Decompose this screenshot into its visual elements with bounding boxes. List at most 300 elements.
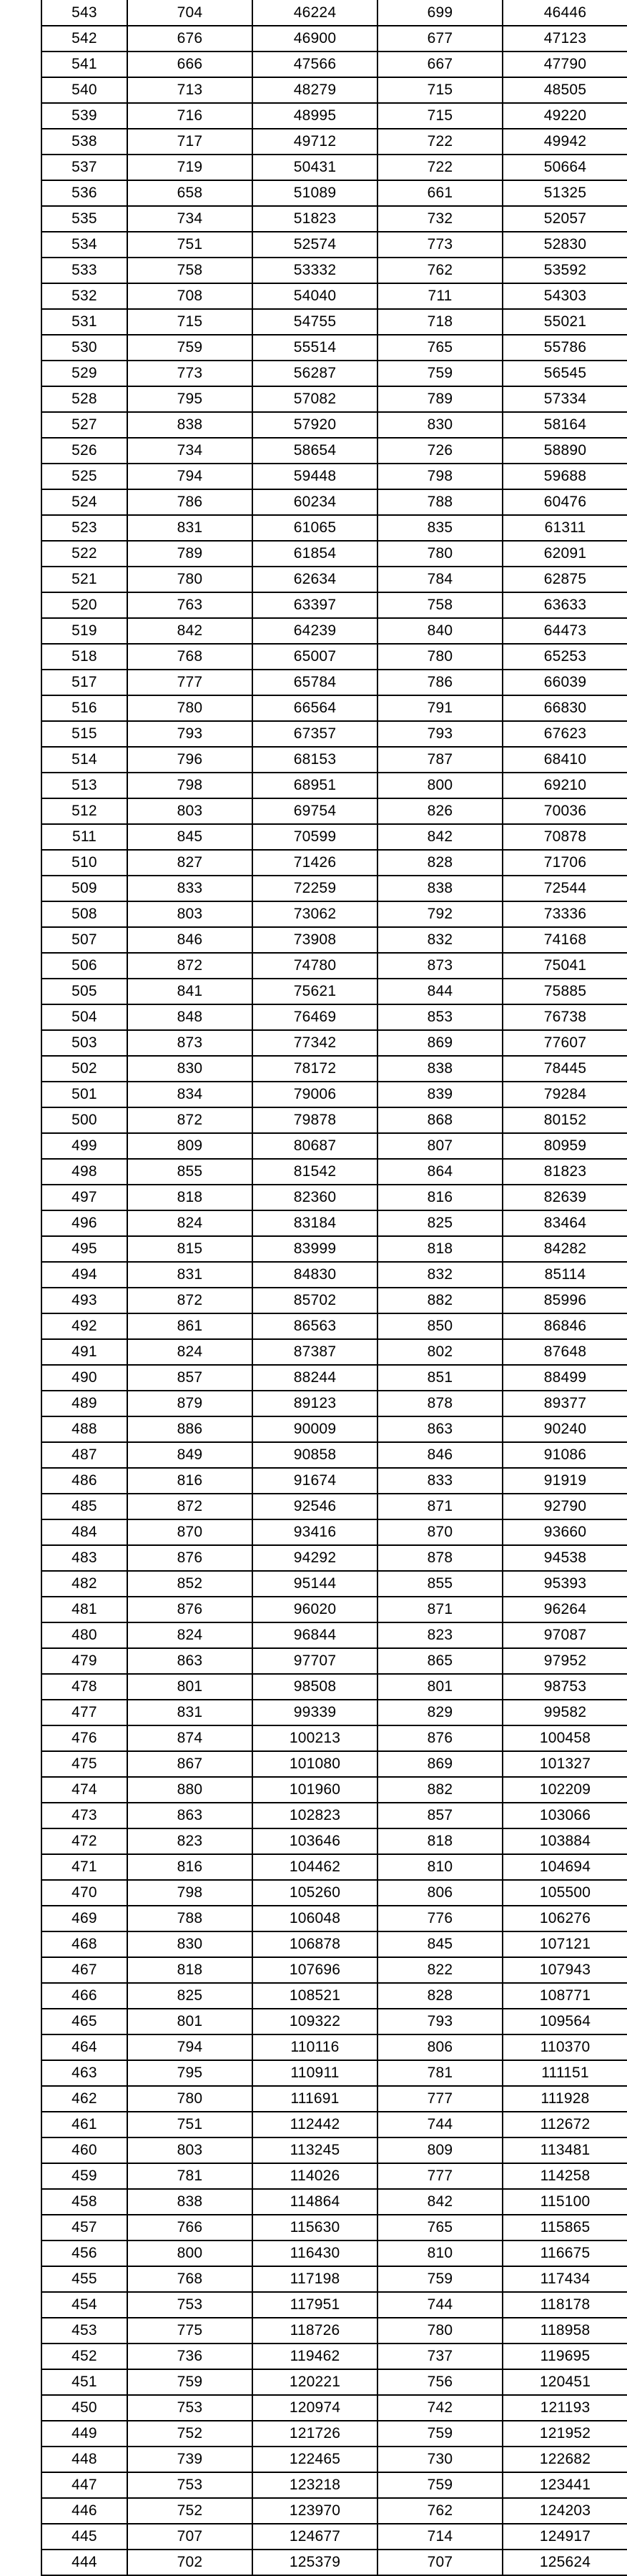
table-cell: 97707	[252, 1648, 377, 1674]
table-cell: 759	[377, 361, 503, 386]
table-row	[0, 824, 627, 850]
table-cell: 517	[41, 670, 127, 695]
table-cell: 83184	[252, 1210, 377, 1236]
table-cell: 806	[377, 1880, 503, 1906]
row-gutter	[0, 283, 41, 309]
table-cell: 476	[41, 1725, 127, 1751]
table-cell: 493	[41, 1288, 127, 1313]
row-gutter	[0, 979, 41, 1004]
row-gutter	[0, 2447, 41, 2472]
table-cell: 104694	[503, 1854, 627, 1880]
table-row	[0, 206, 627, 232]
table-cell: 107696	[252, 1957, 377, 1983]
table-cell: 61854	[252, 541, 377, 567]
table-row	[0, 1262, 627, 1288]
row-gutter	[0, 567, 41, 592]
table-cell: 459	[41, 2163, 127, 2189]
table-row	[0, 1236, 627, 1262]
table-cell: 737	[377, 2344, 503, 2369]
table-cell: 49712	[252, 129, 377, 155]
row-gutter	[0, 1468, 41, 1494]
table-cell: 110911	[252, 2060, 377, 2086]
table-cell: 794	[127, 464, 252, 489]
table-cell: 86563	[252, 1313, 377, 1339]
table-cell: 91919	[503, 1468, 627, 1494]
table-row	[0, 2034, 627, 2060]
table-row	[0, 52, 627, 77]
table-row	[0, 1571, 627, 1597]
table-cell: 114864	[252, 2189, 377, 2215]
table-cell: 57334	[503, 386, 627, 412]
row-gutter	[0, 2215, 41, 2240]
table-cell: 101960	[252, 1777, 377, 1803]
table-row	[0, 309, 627, 335]
table-cell: 818	[127, 1185, 252, 1210]
table-cell: 838	[127, 2189, 252, 2215]
table-cell: 711	[377, 283, 503, 309]
table-cell: 528	[41, 386, 127, 412]
table-cell: 824	[127, 1210, 252, 1236]
row-gutter	[0, 335, 41, 361]
table-cell: 880	[127, 1777, 252, 1803]
row-gutter	[0, 2524, 41, 2550]
table-cell: 475	[41, 1751, 127, 1777]
row-gutter	[0, 1288, 41, 1313]
table-cell: 103646	[252, 1828, 377, 1854]
table-cell: 529	[41, 361, 127, 386]
table-cell: 108521	[252, 1983, 377, 2009]
table-cell: 838	[377, 876, 503, 901]
table-cell: 492	[41, 1313, 127, 1339]
table-cell: 502	[41, 1056, 127, 1082]
table-cell: 726	[377, 438, 503, 464]
table-cell: 800	[377, 773, 503, 798]
row-gutter	[0, 232, 41, 258]
table-cell: 800	[127, 2240, 252, 2266]
table-cell: 816	[127, 1854, 252, 1880]
table-cell: 503	[41, 1030, 127, 1056]
table-cell: 83999	[252, 1236, 377, 1262]
table-row	[0, 850, 627, 876]
row-gutter	[0, 1082, 41, 1107]
table-cell: 64473	[503, 618, 627, 644]
table-cell: 113245	[252, 2137, 377, 2163]
table-cell: 739	[127, 2447, 252, 2472]
table-cell: 867	[127, 1751, 252, 1777]
table-cell: 823	[377, 1622, 503, 1648]
table-row	[0, 2009, 627, 2034]
table-cell: 469	[41, 1906, 127, 1931]
table-cell: 810	[377, 2240, 503, 2266]
table-cell: 458	[41, 2189, 127, 2215]
table-cell: 788	[377, 489, 503, 515]
table-cell: 835	[377, 515, 503, 541]
table-cell: 87648	[503, 1339, 627, 1365]
table-row	[0, 180, 627, 206]
table-cell: 788	[127, 1906, 252, 1931]
table-cell: 80959	[503, 1133, 627, 1159]
table-row	[0, 103, 627, 129]
table-row	[0, 283, 627, 309]
table-cell: 873	[127, 1030, 252, 1056]
table-row	[0, 2292, 627, 2318]
table-cell: 876	[127, 1545, 252, 1571]
table-cell: 801	[127, 1674, 252, 1700]
table-cell: 486	[41, 1468, 127, 1494]
table-cell: 50431	[252, 155, 377, 180]
table-cell: 51325	[503, 180, 627, 206]
table-row	[0, 258, 627, 283]
table-cell: 64239	[252, 618, 377, 644]
table-cell: 75621	[252, 979, 377, 1004]
table-cell: 46446	[503, 0, 627, 26]
table-row	[0, 2498, 627, 2524]
table-cell: 93416	[252, 1519, 377, 1545]
row-gutter	[0, 644, 41, 670]
table-cell: 803	[127, 798, 252, 824]
table-cell: 490	[41, 1365, 127, 1391]
table-cell: 719	[127, 155, 252, 180]
table-row	[0, 232, 627, 258]
table-cell: 763	[127, 592, 252, 618]
table-cell: 107121	[503, 1931, 627, 1957]
table-cell: 878	[377, 1391, 503, 1416]
table-cell: 781	[127, 2163, 252, 2189]
table-cell: 825	[127, 1983, 252, 2009]
table-cell: 794	[127, 2034, 252, 2060]
table-row	[0, 1957, 627, 1983]
table-cell: 56287	[252, 361, 377, 386]
table-cell: 504	[41, 1004, 127, 1030]
table-cell: 791	[377, 695, 503, 721]
table-cell: 879	[127, 1391, 252, 1416]
table-row	[0, 798, 627, 824]
row-gutter	[0, 2318, 41, 2344]
table-cell: 758	[377, 592, 503, 618]
row-gutter	[0, 2112, 41, 2137]
table-row	[0, 1803, 627, 1828]
table-cell: 744	[377, 2292, 503, 2318]
table-cell: 505	[41, 979, 127, 1004]
table-cell: 525	[41, 464, 127, 489]
table-cell: 93660	[503, 1519, 627, 1545]
table-cell: 450	[41, 2395, 127, 2421]
table-cell: 47123	[503, 26, 627, 52]
row-gutter	[0, 2189, 41, 2215]
table-cell: 65007	[252, 644, 377, 670]
table-cell: 840	[377, 618, 503, 644]
table-cell: 444	[41, 2550, 127, 2575]
table-cell: 868	[377, 1107, 503, 1133]
table-cell: 781	[377, 2060, 503, 2086]
table-cell: 507	[41, 927, 127, 953]
table-row	[0, 2215, 627, 2240]
table-cell: 531	[41, 309, 127, 335]
table-cell: 773	[127, 361, 252, 386]
row-gutter	[0, 1133, 41, 1159]
table-cell: 834	[127, 1082, 252, 1107]
table-cell: 676	[127, 26, 252, 52]
table-row	[0, 1004, 627, 1030]
table-cell: 123441	[503, 2472, 627, 2498]
table-cell: 468	[41, 1931, 127, 1957]
table-cell: 90240	[503, 1416, 627, 1442]
table-row	[0, 567, 627, 592]
table-row	[0, 876, 627, 901]
table-cell: 122465	[252, 2447, 377, 2472]
row-gutter	[0, 1803, 41, 1828]
table-cell: 455	[41, 2266, 127, 2292]
table-row	[0, 2318, 627, 2344]
row-gutter	[0, 1828, 41, 1854]
table-cell: 89377	[503, 1391, 627, 1416]
row-gutter	[0, 464, 41, 489]
table-cell: 49942	[503, 129, 627, 155]
table-cell: 49220	[503, 103, 627, 129]
row-gutter	[0, 1365, 41, 1391]
table-cell: 70878	[503, 824, 627, 850]
table-cell: 518	[41, 644, 127, 670]
table-row	[0, 1288, 627, 1313]
table-cell: 124677	[252, 2524, 377, 2550]
table-cell: 87387	[252, 1339, 377, 1365]
table-cell: 103066	[503, 1803, 627, 1828]
row-gutter	[0, 1880, 41, 1906]
table-cell: 716	[127, 103, 252, 129]
table-cell: 110116	[252, 2034, 377, 2060]
table-cell: 718	[377, 309, 503, 335]
table-cell: 73908	[252, 927, 377, 953]
row-gutter	[0, 1339, 41, 1365]
table-row	[0, 953, 627, 979]
table-cell: 460	[41, 2137, 127, 2163]
table-cell: 111151	[503, 2060, 627, 2086]
table-cell: 124917	[503, 2524, 627, 2550]
row-gutter	[0, 1056, 41, 1082]
table-cell: 74780	[252, 953, 377, 979]
table-row	[0, 2060, 627, 2086]
table-row	[0, 26, 627, 52]
table-cell: 100213	[252, 1725, 377, 1751]
table-cell: 759	[377, 2421, 503, 2447]
table-cell: 106048	[252, 1906, 377, 1931]
table-cell: 768	[127, 644, 252, 670]
table-cell: 828	[377, 850, 503, 876]
table-cell: 120974	[252, 2395, 377, 2421]
table-cell: 543	[41, 0, 127, 26]
table-cell: 874	[127, 1725, 252, 1751]
row-gutter	[0, 1442, 41, 1468]
table-cell: 62091	[503, 541, 627, 567]
table-row	[0, 1494, 627, 1519]
row-gutter	[0, 52, 41, 77]
table-cell: 830	[127, 1931, 252, 1957]
table-cell: 60234	[252, 489, 377, 515]
table-row	[0, 464, 627, 489]
row-gutter	[0, 258, 41, 283]
table-cell: 871	[377, 1597, 503, 1622]
table-cell: 63397	[252, 592, 377, 618]
table-row	[0, 2395, 627, 2421]
table-cell: 66830	[503, 695, 627, 721]
table-cell: 846	[377, 1442, 503, 1468]
table-cell: 715	[127, 309, 252, 335]
row-gutter	[0, 361, 41, 386]
table-cell: 713	[127, 77, 252, 103]
row-gutter	[0, 1725, 41, 1751]
table-cell: 506	[41, 953, 127, 979]
table-cell: 773	[377, 232, 503, 258]
table-cell: 722	[377, 155, 503, 180]
table-cell: 715	[377, 103, 503, 129]
row-gutter	[0, 824, 41, 850]
table-cell: 123970	[252, 2498, 377, 2524]
table-cell: 65253	[503, 644, 627, 670]
table-cell: 839	[377, 1082, 503, 1107]
table-cell: 115865	[503, 2215, 627, 2240]
table-row	[0, 1391, 627, 1416]
table-row	[0, 1159, 627, 1185]
table-row	[0, 515, 627, 541]
table-cell: 95144	[252, 1571, 377, 1597]
table-cell: 786	[127, 489, 252, 515]
table-cell: 472	[41, 1828, 127, 1854]
table-cell: 777	[377, 2086, 503, 2112]
table-cell: 762	[377, 258, 503, 283]
table-cell: 452	[41, 2344, 127, 2369]
table-cell: 114258	[503, 2163, 627, 2189]
table-row	[0, 592, 627, 618]
table-cell: 111928	[503, 2086, 627, 2112]
row-gutter	[0, 26, 41, 52]
table-cell: 541	[41, 52, 127, 77]
table-cell: 882	[377, 1288, 503, 1313]
table-cell: 824	[127, 1622, 252, 1648]
table-cell: 865	[377, 1648, 503, 1674]
table-cell: 68153	[252, 747, 377, 773]
table-cell: 88499	[503, 1365, 627, 1391]
row-gutter	[0, 1262, 41, 1288]
table-cell: 784	[377, 567, 503, 592]
table-cell: 702	[127, 2550, 252, 2575]
table-cell: 838	[127, 412, 252, 438]
table-cell: 85114	[503, 1262, 627, 1288]
table-row	[0, 1931, 627, 1957]
row-gutter	[0, 489, 41, 515]
row-gutter	[0, 1648, 41, 1674]
table-row	[0, 1725, 627, 1751]
row-gutter	[0, 1622, 41, 1648]
row-gutter	[0, 1391, 41, 1416]
table-row	[0, 2086, 627, 2112]
row-gutter	[0, 2086, 41, 2112]
table-cell: 481	[41, 1597, 127, 1622]
table-cell: 818	[377, 1236, 503, 1262]
table-cell: 66039	[503, 670, 627, 695]
table-cell: 80152	[503, 1107, 627, 1133]
table-cell: 116675	[503, 2240, 627, 2266]
table-cell: 92546	[252, 1494, 377, 1519]
row-gutter	[0, 77, 41, 103]
table-row	[0, 1185, 627, 1210]
table-cell: 119695	[503, 2344, 627, 2369]
table-cell: 789	[127, 541, 252, 567]
table-cell: 715	[377, 77, 503, 103]
row-gutter	[0, 2163, 41, 2189]
table-cell: 109322	[252, 2009, 377, 2034]
table-cell: 872	[127, 953, 252, 979]
row-gutter	[0, 901, 41, 927]
table-row	[0, 1468, 627, 1494]
table-cell: 527	[41, 412, 127, 438]
table-cell: 809	[377, 2137, 503, 2163]
table-cell: 451	[41, 2369, 127, 2395]
table-cell: 453	[41, 2318, 127, 2344]
table-row	[0, 412, 627, 438]
table-cell: 707	[127, 2524, 252, 2550]
table-cell: 666	[127, 52, 252, 77]
row-gutter	[0, 695, 41, 721]
table-cell: 82360	[252, 1185, 377, 1210]
row-gutter	[0, 1931, 41, 1957]
table-cell: 446	[41, 2498, 127, 2524]
table-cell: 89123	[252, 1391, 377, 1416]
row-gutter	[0, 155, 41, 180]
row-gutter	[0, 1107, 41, 1133]
table-cell: 482	[41, 1571, 127, 1597]
table-cell: 480	[41, 1622, 127, 1648]
table-cell: 732	[377, 206, 503, 232]
table-cell: 55021	[503, 309, 627, 335]
table-cell: 752	[127, 2421, 252, 2447]
table-cell: 766	[127, 2215, 252, 2240]
table-cell: 514	[41, 747, 127, 773]
table-row	[0, 0, 627, 26]
table-cell: 98508	[252, 1674, 377, 1700]
table-row	[0, 2189, 627, 2215]
table-cell: 72544	[503, 876, 627, 901]
table-cell: 48279	[252, 77, 377, 103]
table-cell: 795	[127, 386, 252, 412]
table-cell: 765	[377, 335, 503, 361]
table-row	[0, 2112, 627, 2137]
table-cell: 466	[41, 1983, 127, 2009]
table-cell: 478	[41, 1674, 127, 1700]
table-cell: 832	[377, 1262, 503, 1288]
table-cell: 537	[41, 155, 127, 180]
table-cell: 463	[41, 2060, 127, 2086]
table-cell: 485	[41, 1494, 127, 1519]
table-cell: 52830	[503, 232, 627, 258]
table-cell: 58654	[252, 438, 377, 464]
table-row	[0, 747, 627, 773]
table-cell: 736	[127, 2344, 252, 2369]
table-cell: 109564	[503, 2009, 627, 2034]
table-cell: 75041	[503, 953, 627, 979]
table-row	[0, 386, 627, 412]
table-cell: 54040	[252, 283, 377, 309]
table-cell: 84830	[252, 1262, 377, 1288]
row-gutter	[0, 438, 41, 464]
table-cell: 535	[41, 206, 127, 232]
table-cell: 75885	[503, 979, 627, 1004]
table-cell: 498	[41, 1159, 127, 1185]
table-row	[0, 1210, 627, 1236]
row-gutter	[0, 1030, 41, 1056]
row-gutter	[0, 1700, 41, 1725]
table-cell: 532	[41, 283, 127, 309]
table-row	[0, 77, 627, 103]
